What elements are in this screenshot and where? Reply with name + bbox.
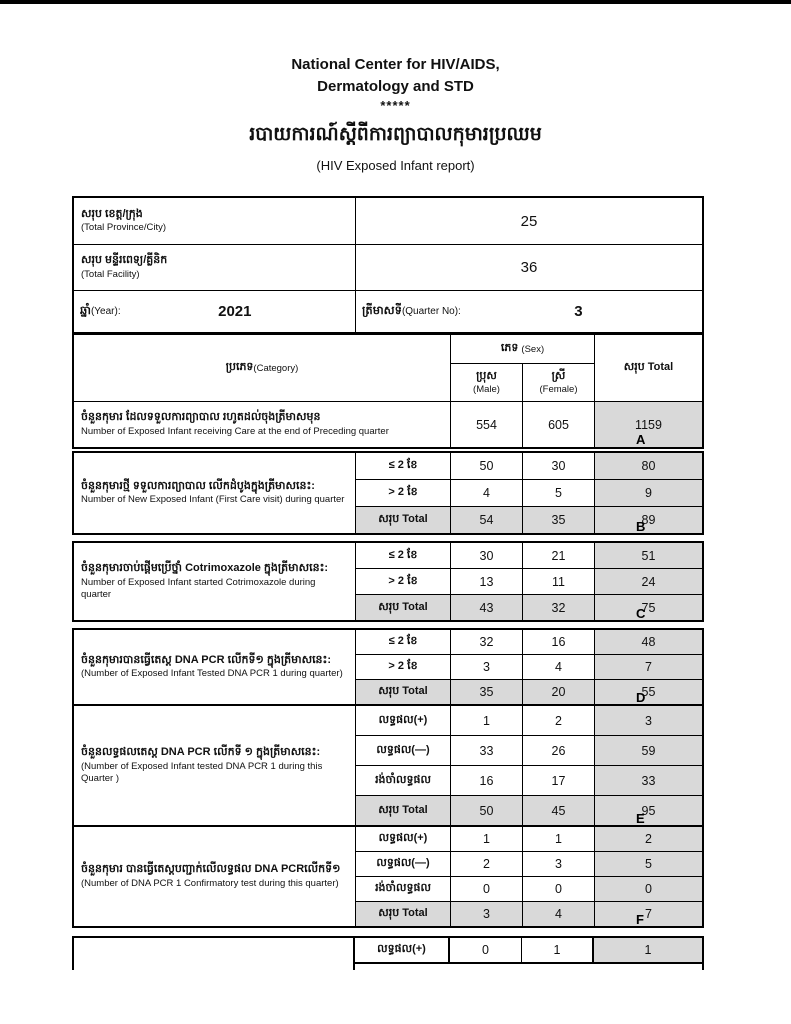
data-cell-female: 32 xyxy=(523,595,594,620)
female-header-english: (Female) xyxy=(539,383,578,395)
data-cell-female: 35 xyxy=(523,507,594,533)
data-cell-male: 1 xyxy=(451,706,522,735)
data-cell-male: 35 xyxy=(451,680,522,704)
data-cell-male: 33 xyxy=(451,736,522,765)
row-label-cell: លទ្ធផល(—) xyxy=(356,736,450,765)
section-a-letter: A xyxy=(636,432,646,447)
female-header-khmer: ស្រី xyxy=(551,369,566,382)
separator-stars: ***** xyxy=(380,97,411,113)
section-a-category-cell xyxy=(74,402,450,447)
data-cell-female: 1 xyxy=(523,827,594,851)
section-category-cell xyxy=(74,453,355,533)
year-cell xyxy=(74,291,355,332)
row-label-cell: រង់ចាំលទ្ធផល xyxy=(356,766,450,795)
data-cell-male: 16 xyxy=(451,766,522,795)
data-cell-female: 26 xyxy=(523,736,594,765)
data-cell-female: 30 xyxy=(523,453,594,479)
column-header-female xyxy=(523,364,594,401)
total-facility-value: 36 xyxy=(356,245,702,290)
year-value: 2021 xyxy=(218,303,252,320)
data-cell-total: 51 xyxy=(595,543,702,568)
section-label-khmer: ចំនួនកុមារបានធ្វើតេស្ត DNA PCR លើកទី១ ក្នុងត្រីមាសនេះ: xyxy=(81,653,332,666)
section-g-female-value: 1 xyxy=(522,938,594,964)
section-c-letter: C xyxy=(636,606,646,621)
data-cell-total: 48 xyxy=(595,630,702,654)
section-g-male-value: 0 xyxy=(450,938,522,964)
section-f-block xyxy=(72,825,704,928)
year-label-english: (Year): xyxy=(90,306,121,317)
section-b-letter: B xyxy=(636,519,646,534)
row-label-cell: សរុប Total xyxy=(356,796,450,825)
data-cell-male: 30 xyxy=(451,543,522,568)
category-header-english: (Category) xyxy=(253,362,299,374)
row-label-cell: លទ្ធផល(—) xyxy=(356,852,450,876)
data-cell-total: 5 xyxy=(595,852,702,876)
section-g-partial xyxy=(72,936,704,970)
section-label-english: (Number of Exposed Infant Tested DNA PCR 1 during quarter) xyxy=(81,668,343,680)
row-label-cell: ≤ 2 ខែ xyxy=(356,453,450,479)
section-e-block xyxy=(72,704,704,827)
sex-header-khmer: ភេទ xyxy=(500,342,519,355)
data-cell-total: 59 xyxy=(595,736,702,765)
row-label-cell: លទ្ធផល(+) xyxy=(356,706,450,735)
data-cell-total: 7 xyxy=(595,902,702,926)
section-category-cell xyxy=(74,827,355,926)
section-label-english: Number of New Exposed Infant (First Care visit) during quarter xyxy=(81,494,345,506)
quarter-value: 3 xyxy=(574,303,583,320)
total-province-label xyxy=(74,198,355,244)
org-name-line2: Dermatology and STD xyxy=(317,77,474,95)
section-label-english: Number of Exposed Infant started Cotrimoxazole during quarter xyxy=(81,577,316,600)
data-cell-female: 17 xyxy=(523,766,594,795)
row-label-cell: > 2 ខែ xyxy=(356,655,450,679)
male-header-english: (Male) xyxy=(473,383,500,395)
section-f-letter: F xyxy=(636,912,644,927)
male-header-khmer: ប្រុស xyxy=(476,369,497,382)
row-label-cell: សរុប Total xyxy=(356,507,450,533)
data-cell-female: 0 xyxy=(523,877,594,901)
data-cell-total: 3 xyxy=(595,706,702,735)
data-cell-total: 33 xyxy=(595,766,702,795)
quarter-cell xyxy=(356,291,702,332)
section-category-cell xyxy=(74,543,355,620)
data-cell-total: 24 xyxy=(595,569,702,594)
column-header-total: សរុប Total xyxy=(595,335,702,401)
section-e-letter: E xyxy=(636,811,645,826)
total-province-label-english: (Total Province/City) xyxy=(81,222,166,234)
org-name-line1: National Center for HIV/AIDS, xyxy=(291,56,500,73)
data-cell-female: 4 xyxy=(523,902,594,926)
total-facility-label-khmer: សរុប មន្ទីរពេទ្យ/គ្លីនិក xyxy=(81,254,168,267)
row-label-cell: រង់ចាំលទ្ធផល xyxy=(356,877,450,901)
data-cell-male: 13 xyxy=(451,569,522,594)
section-label-english: (Number of DNA PCR 1 Confirmatory test during this quarter) xyxy=(81,877,339,889)
year-label-khmer: ឆ្នាំ xyxy=(80,305,91,317)
category-header-khmer: ប្រភេទ xyxy=(225,361,254,374)
data-cell-male: 3 xyxy=(451,902,522,926)
section-d-letter: D xyxy=(636,690,646,705)
row-label-cell: សរុប Total xyxy=(356,680,450,704)
section-b-block xyxy=(72,451,704,535)
data-cell-female: 3 xyxy=(523,852,594,876)
data-cell-male: 1 xyxy=(451,827,522,851)
row-label-cell: សរុប Total xyxy=(356,595,450,620)
data-cell-male: 50 xyxy=(451,796,522,825)
section-a-label-english: Number of Exposed Infant receiving Care at the end of Preceding quarter xyxy=(81,425,389,437)
data-cell-female: 11 xyxy=(523,569,594,594)
data-cell-total: 9 xyxy=(595,480,702,506)
section-label-khmer: ចំនួនកុមារចាប់ផ្តើមប្រើថ្នាំ Cotrimoxazole ក្នុងត្រីមាសនេះ: xyxy=(81,562,329,575)
data-cell-male: 43 xyxy=(451,595,522,620)
report-subtitle: (HIV Exposed Infant report) xyxy=(316,157,475,173)
row-label-cell: សរុប Total xyxy=(356,902,450,926)
row-label-cell: ≤ 2 ខែ xyxy=(356,630,450,654)
data-cell-male: 50 xyxy=(451,453,522,479)
data-cell-female: 5 xyxy=(523,480,594,506)
data-cell-male: 2 xyxy=(451,852,522,876)
total-province-label-khmer: សរុប ខេត្ត/ក្រុង xyxy=(81,207,143,220)
quarter-label-english: (Quarter No): xyxy=(401,306,461,317)
section-a-male-value: 554 xyxy=(451,402,522,447)
data-cell-female: 4 xyxy=(523,655,594,679)
data-cell-female: 16 xyxy=(523,630,594,654)
section-g-category-cell xyxy=(74,938,355,970)
section-a-total-value: 1159 xyxy=(595,402,702,447)
data-cell-male: 54 xyxy=(451,507,522,533)
column-header-category xyxy=(74,335,450,401)
row-label-cell: > 2 ខែ xyxy=(356,569,450,594)
total-province-value: 25 xyxy=(356,198,702,244)
data-cell-total: 80 xyxy=(595,453,702,479)
section-category-cell xyxy=(74,706,355,825)
section-label-khmer: ចំនួនកុមារថ្មី ទទួលការព្យាបាល លើកដំបូងក្នុងត្រីមាសនេះ: xyxy=(81,479,315,492)
row-label-cell: លទ្ធផល(+) xyxy=(356,827,450,851)
data-cell-total: 7 xyxy=(595,655,702,679)
data-cell-female: 21 xyxy=(523,543,594,568)
total-facility-label xyxy=(74,245,355,290)
section-d-block xyxy=(72,628,704,706)
total-facility-label-english: (Total Facility) xyxy=(81,268,140,280)
section-g-total-value: 1 xyxy=(594,938,702,964)
section-category-cell xyxy=(74,630,355,704)
report-header xyxy=(0,54,791,173)
data-cell-total: 75 xyxy=(595,595,702,620)
data-cell-male: 32 xyxy=(451,630,522,654)
section-label-english: (Number of Exposed Infant tested DNA PCR 1 during this Quarter ) xyxy=(81,761,323,784)
data-cell-female: 20 xyxy=(523,680,594,704)
data-cell-male: 0 xyxy=(451,877,522,901)
column-header-sex xyxy=(451,335,594,363)
main-table-header-and-section-a xyxy=(72,333,704,449)
section-a-female-value: 605 xyxy=(523,402,594,447)
data-cell-total: 0 xyxy=(595,877,702,901)
data-cell-female: 2 xyxy=(523,706,594,735)
data-cell-male: 4 xyxy=(451,480,522,506)
section-label-khmer: ចំនួនលទ្ធផលតេស្ត DNA PCR លើកទី ១ ក្នុងត្រីមាសនេះ: xyxy=(81,746,321,759)
data-cell-male: 3 xyxy=(451,655,522,679)
row-label-cell: > 2 ខែ xyxy=(356,480,450,506)
section-a-label-khmer: ចំនួនកុមារ ដែលទទួលការព្យាបាល រហូតដល់ចុងត្រីមាសមុន xyxy=(81,411,321,424)
section-label-khmer: ចំនួនកុមារ បានធ្វើតេស្តបញ្ជាក់លើលទ្ធផល DNA PCRលើកទី១ xyxy=(81,863,341,876)
data-cell-total: 55 xyxy=(595,680,702,704)
summary-table xyxy=(72,196,704,334)
data-cell-total: 89 xyxy=(595,507,702,533)
report-title-khmer: របាយការណ៍ស្តីពីការព្យាបាលកុមារប្រឈម xyxy=(249,123,542,145)
section-g-row-label: លទ្ធផល(+) xyxy=(355,938,450,964)
data-cell-total: 2 xyxy=(595,827,702,851)
sex-header-english: (Sex) xyxy=(521,343,545,355)
row-label-cell: ≤ 2 ខែ xyxy=(356,543,450,568)
data-cell-female: 45 xyxy=(523,796,594,825)
scan-edge-artifact xyxy=(0,0,791,4)
data-cell-total: 95 xyxy=(595,796,702,825)
section-c-block xyxy=(72,541,704,622)
quarter-label-khmer: ត្រីមាសទី xyxy=(362,305,402,317)
column-header-male xyxy=(451,364,522,401)
